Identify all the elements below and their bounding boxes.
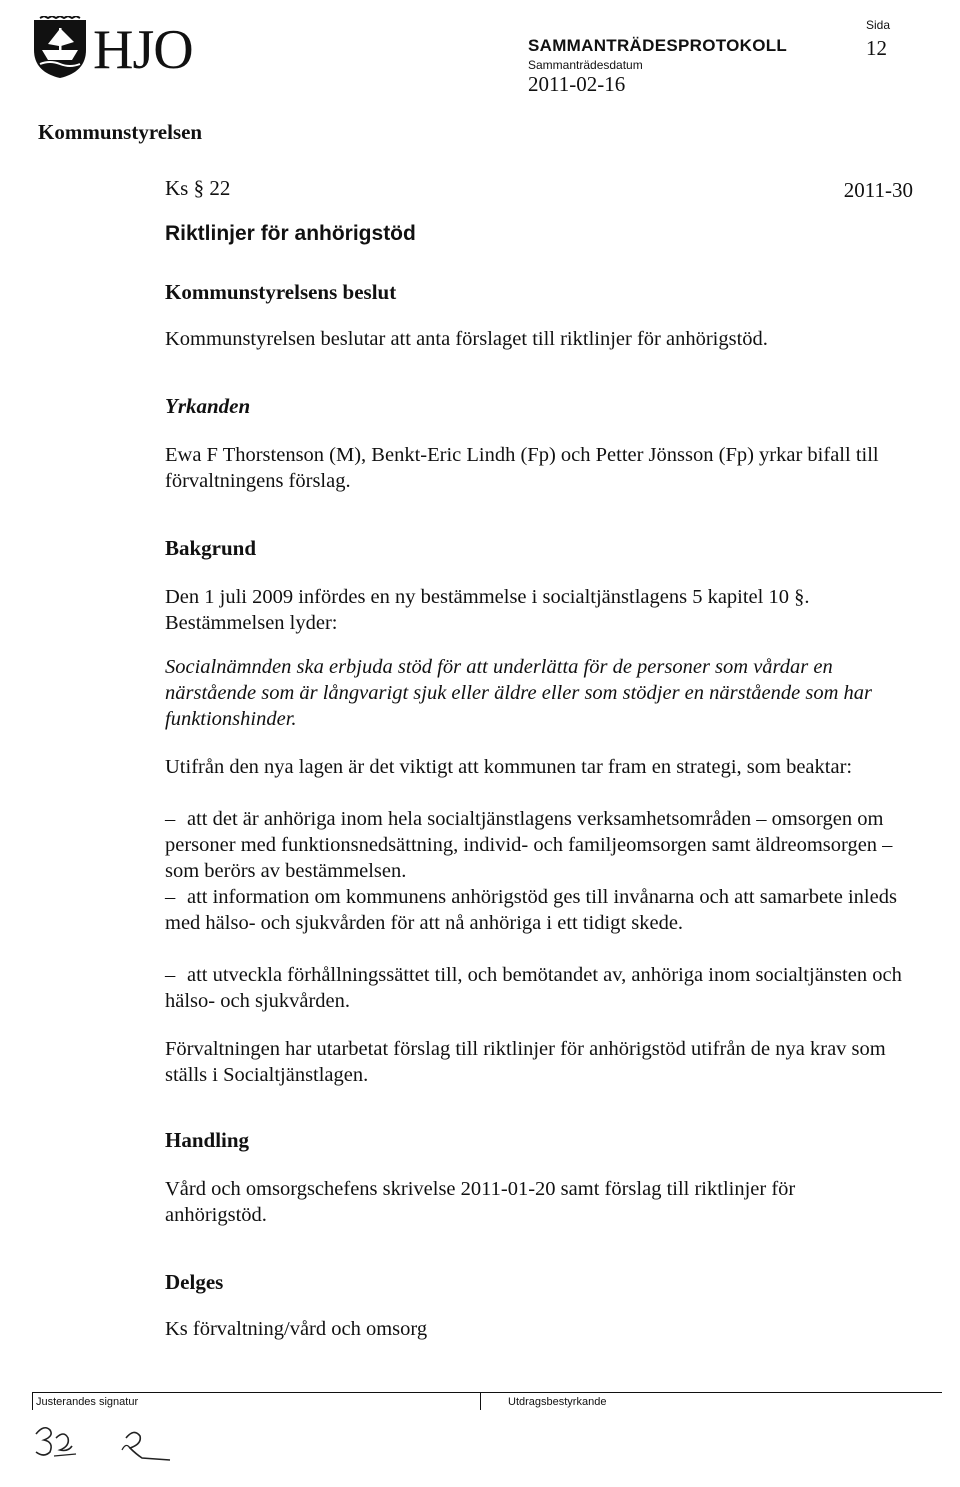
delges-text: Ks förvaltning/vård och omsorg	[165, 1318, 428, 1340]
extract-certification-label: Utdragsbestyrkande	[508, 1396, 607, 1408]
footer-divider-left	[32, 1392, 33, 1410]
law-quote: Socialnämnden ska erbjuda stöd för att underlätta för de personer som vårdar en närstående som är långvarigt sjuk eller äldre eller som stödjer en närstående som har funktionshinder.	[165, 656, 872, 730]
strategy-bullet	[165, 884, 905, 936]
strategy-bullet	[165, 962, 905, 1014]
bullet-dash: –	[165, 808, 176, 830]
decision-heading: Kommunstyrelsens beslut	[165, 280, 397, 304]
page-label: Sida	[866, 18, 891, 32]
yrkanden-heading: Yrkanden	[165, 394, 251, 418]
strategy-bullet	[165, 806, 905, 884]
organ-name: Kommunstyrelsen	[38, 120, 203, 144]
page-number: 12	[866, 36, 887, 60]
strategy-bullet-text: att det är anhöriga inom hela socialtjänstlagens verksamhetsområden – omsorgen om personer med funktionsnedsättning, individ- och familjeomsorgen samt äldreomsorgen – som berörs av bestämmelsen.	[165, 808, 893, 882]
protocol-title: SAMMANTRÄDESPROTOKOLL	[528, 36, 788, 55]
signature-label: Justerandes signatur	[36, 1396, 139, 1408]
hjo-logo-text: HJO	[93, 19, 193, 81]
decision-text: Kommunstyrelsen beslutar att anta förslaget till riktlinjer för anhörigstöd.	[165, 328, 768, 350]
meeting-date: 2011-02-16	[528, 72, 626, 96]
strategy-intro: Utifrån den nya lagen är det viktigt att kommunen tar fram en strategi, som beaktar:	[165, 756, 853, 778]
paragraph-reference: Ks § 22	[165, 176, 231, 200]
footer-divider	[32, 1392, 942, 1393]
bakgrund-text: Den 1 juli 2009 infördes en ny bestämmelse i socialtjänstlagens 5 kapitel 10 §. Bestämmelsen lyder:	[165, 586, 810, 634]
delges-heading: Delges	[165, 1270, 224, 1294]
handling-heading: Handling	[165, 1128, 250, 1152]
handling-text: Vård och omsorgschefens skrivelse 2011-01-20 samt förslag till riktlinjer för anhörigstöd.	[165, 1178, 796, 1226]
case-title: Riktlinjer för anhörigstöd	[165, 222, 416, 245]
strategy-bullet-text: att information om kommunens anhörigstöd ges till invånarna och att samarbete inleds med hälso- och sjukvården för att nå anhöriga i ett tidigt skede.	[165, 886, 897, 934]
forvaltning-text: Förvaltningen har utarbetat förslag till riktlinjer för anhörigstöd utifrån de nya krav som ställs i Socialtjänstlagen.	[165, 1038, 886, 1086]
bakgrund-heading: Bakgrund	[165, 536, 257, 560]
strategy-bullet-text: att utveckla förhållningssättet till, och bemötandet av, anhöriga inom socialtjänsten och hälso- och sjukvården.	[165, 964, 902, 1012]
handwritten-signature	[30, 1416, 210, 1472]
bullet-dash: –	[165, 964, 176, 986]
footer-divider-middle	[480, 1392, 481, 1410]
meeting-date-label: Sammanträdesdatum	[528, 58, 643, 72]
yrkanden-text: Ewa F Thorstenson (M), Benkt-Eric Lindh (Fp) och Petter Jönsson (Fp) yrkar bifall till förvaltningens förslag.	[165, 444, 879, 492]
hjo-coat-of-arms-logo	[30, 16, 90, 80]
case-number: 2011-30	[843, 178, 913, 202]
bullet-dash: –	[165, 886, 176, 908]
